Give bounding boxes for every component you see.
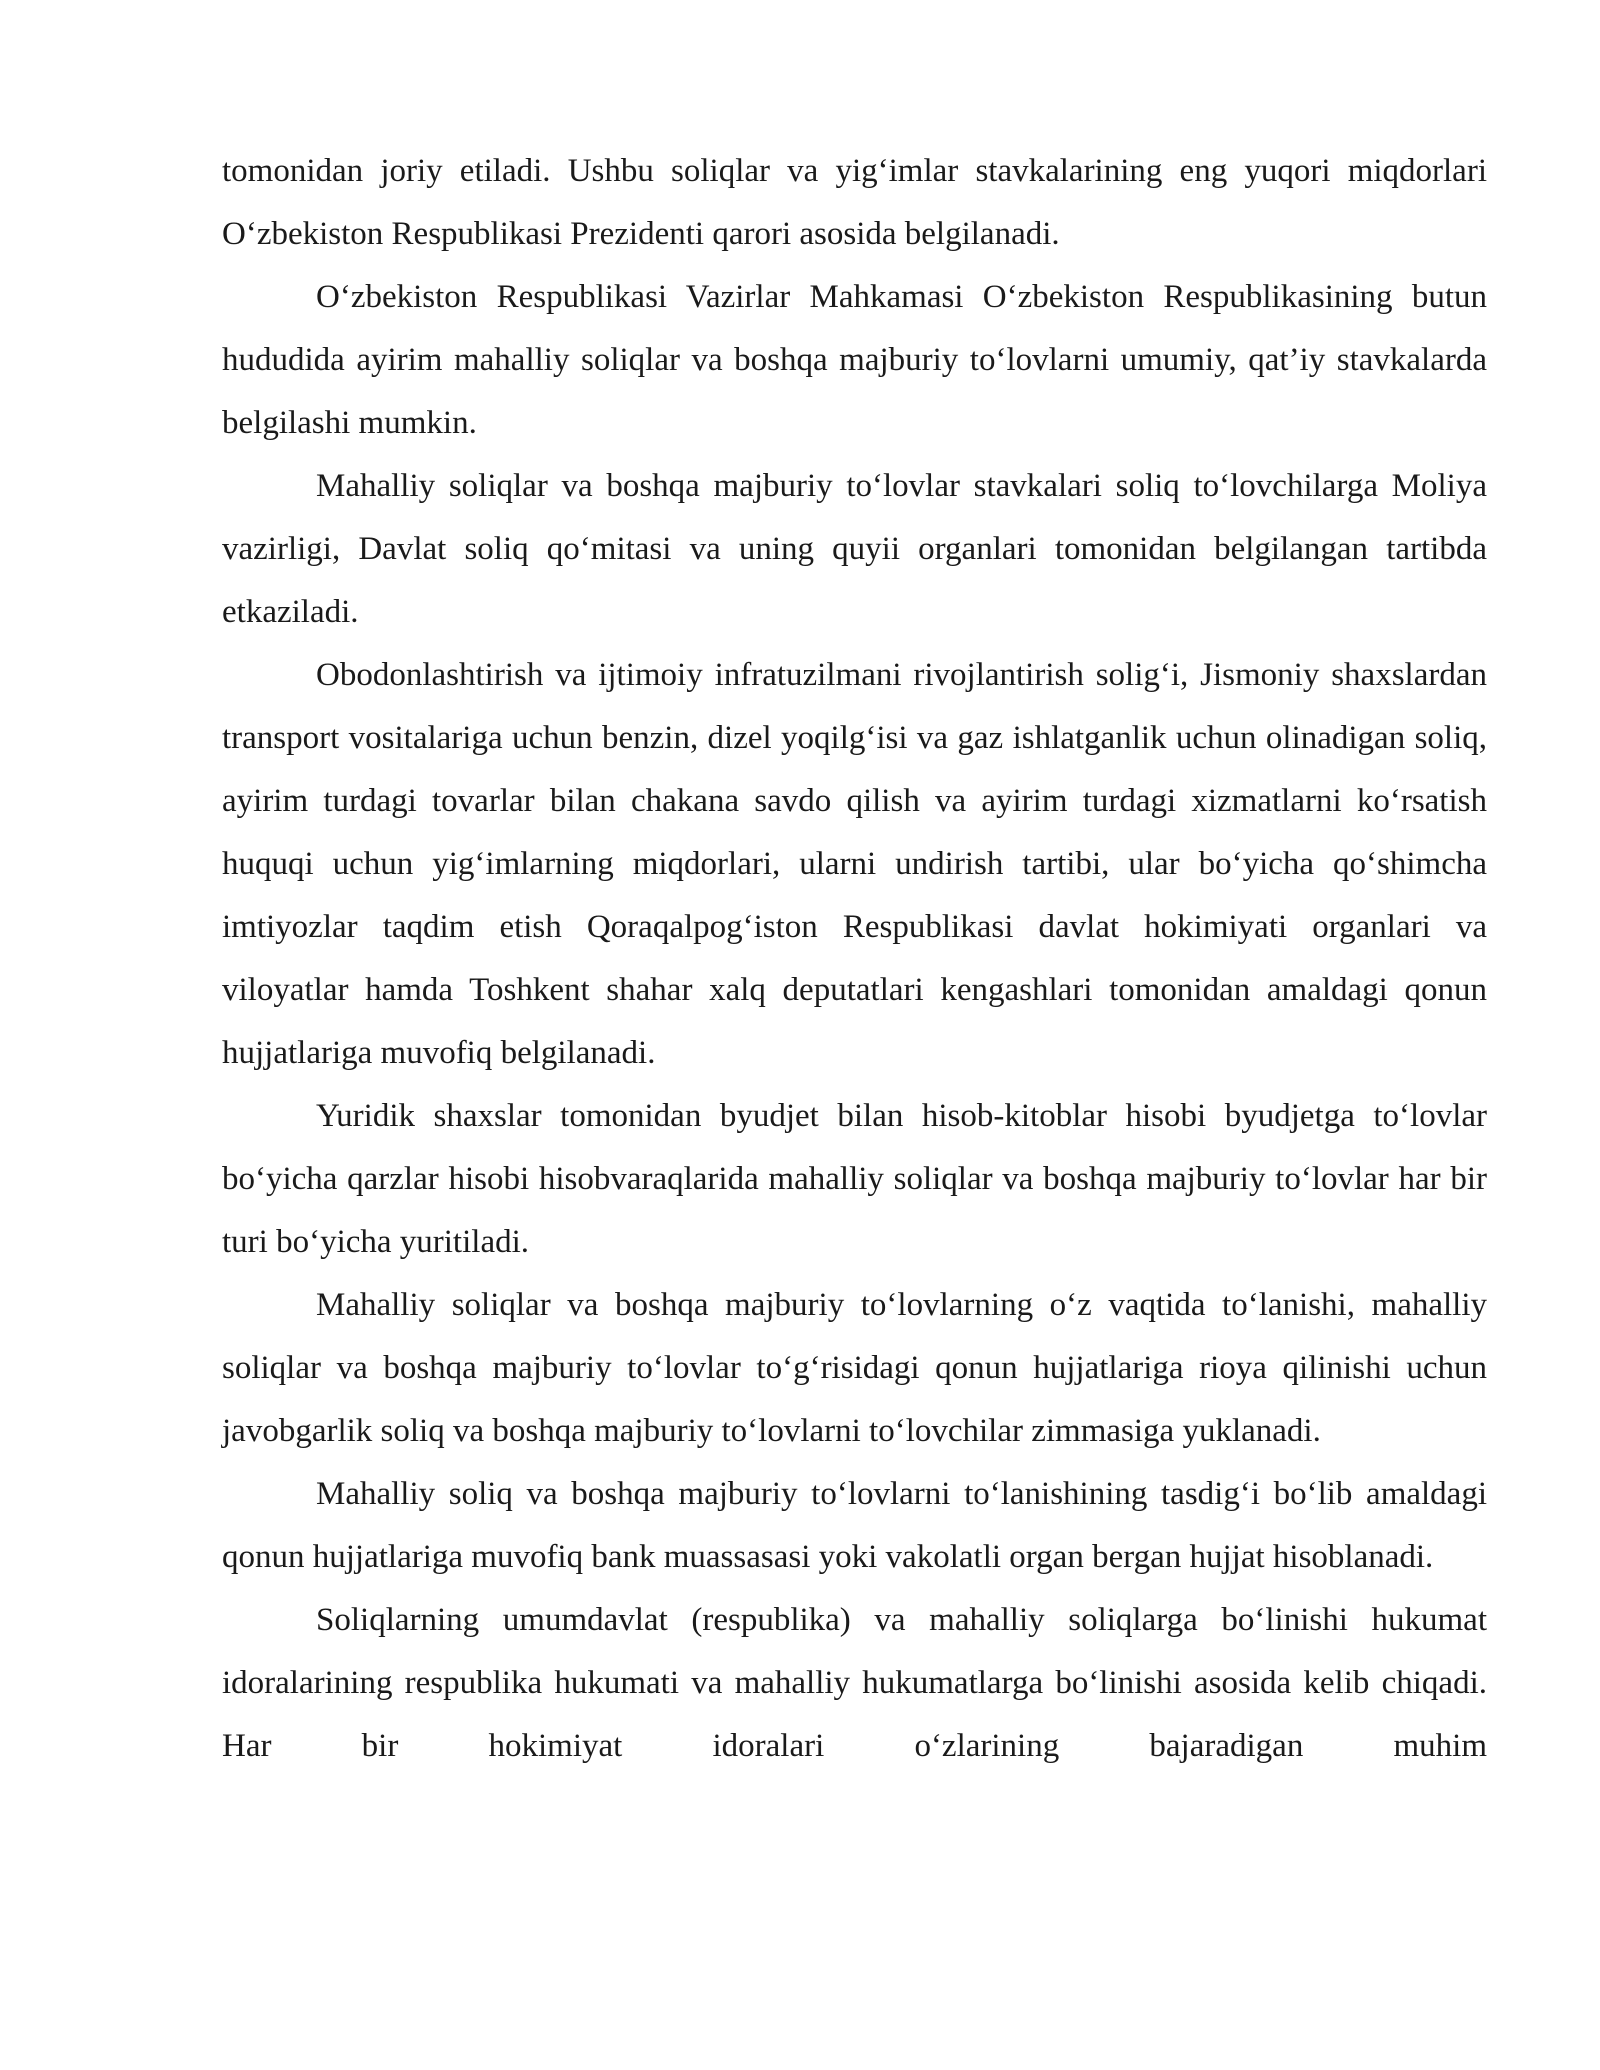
paragraph-vazirlar-mahkamasi: O‘zbekiston Respublikasi Vazirlar Mahkamasi O‘zbekiston Respublikasining butun hududida ayirim mahalliy soliqlar va boshqa majburiy to‘lovlarni umumiy, qat’iy stavkalarda belgilashi mumkin. — [222, 279, 1487, 441]
paragraph-continuation: tomonidan joriy etiladi. Ushbu soliqlar va yig‘imlar stavkalarining eng yuqori miqdorlari O‘zbekiston Respublikasi Prezidenti qarori asosida belgilanadi. — [222, 153, 1487, 252]
paragraph-yuridik-shaxslar: Yuridik shaxslar tomonidan byudjet bilan hisob-kitoblar hisobi byudjetga to‘lovlar bo‘yicha qarzlar hisobi hisobvaraqlarida mahalliy soliqlar va boshqa majburiy to‘lovlar har bir turi bo‘yicha yuritiladi. — [222, 1098, 1487, 1260]
paragraph-soliqlar-bolinishi: Soliqlarning umumdavlat (respublika) va mahalliy soliqlarga bo‘linishi hukumat idoralarining respublika hukumati va mahalliy hukumatlarga bo‘linishi asosida kelib chiqadi. Har bir hokimiyat idoralari o‘zlarining bajaradigan muhim — [222, 1602, 1487, 1764]
paragraph-obodonlashtirish: Obodonlashtirish va ijtimoiy infratuzilmani rivojlantirish solig‘i, Jismoniy shaxslardan transport vositalariga uchun benzin, dizel yoqilg‘isi va gaz ishlatganlik uchun olinadigan soliq, ayirim turdagi tovarlar bilan chakana savdo qilish va ayirim turdagi xizmatlarni ko‘rsatish huquqi uchun yig‘imlarning miqdorlari, ularni undirish tartibi, ular bo‘yicha qo‘shimcha imtiyozlar taqdim etish Qoraqalpog‘iston Respublikasi davlat hokimiyati organlari va viloyatlar hamda Toshkent shahar xalq deputatlari kengashlari tomonidan amaldagi qonun hujjatlariga muvofiq belgilanadi. — [222, 657, 1487, 1071]
paragraph-javobgarlik: Mahalliy soliqlar va boshqa majburiy to‘lovlarning o‘z vaqtida to‘lanishi, mahalliy soliqlar va boshqa majburiy to‘lovlar to‘g‘risidagi qonun hujjatlariga rioya qilinishi uchun javobgarlik soliq va boshqa majburiy to‘lovlarni to‘lovchilar zimmasiga yuklanadi. — [222, 1287, 1487, 1449]
document-body — [222, 140, 1487, 1778]
paragraph-stavkalar: Mahalliy soliqlar va boshqa majburiy to‘lovlar stavkalari soliq to‘lovchilarga Moliya vazirligi, Davlat soliq qo‘mitasi va uning quyii organlari tomonidan belgilangan tartibda etkaziladi. — [222, 468, 1487, 630]
paragraph-tasdiq: Mahalliy soliq va boshqa majburiy to‘lovlarni to‘lanishining tasdig‘i bo‘lib amaldagi qonun hujjatlariga muvofiq bank muassasasi yoki vakolatli organ bergan hujjat hisoblanadi. — [222, 1476, 1487, 1575]
